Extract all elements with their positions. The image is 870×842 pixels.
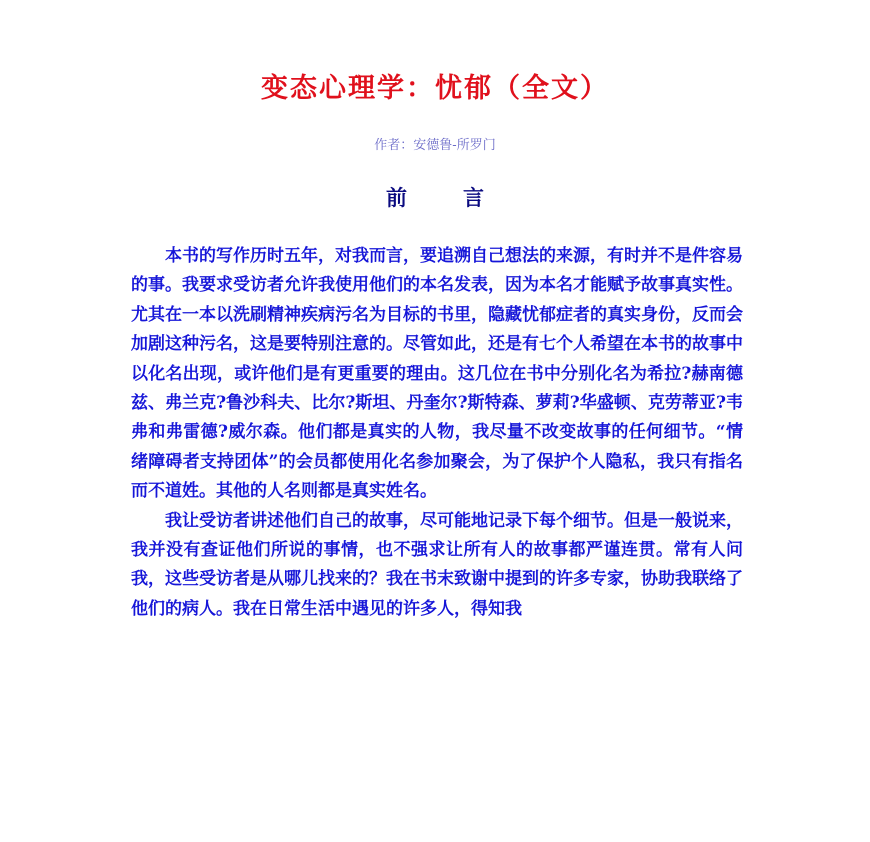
document-title: 变态心理学：忧郁（全文） bbox=[261, 73, 609, 104]
paragraph-1: 本书的写作历时五年，对我而言，要追溯自己想法的来源，有时并不是件容易的事。我要求受访者允许我使用他们的本名发表，因为本名才能赋予故事真实性。尤其在一本以洗刷精神疾病污名为目标的书里，隐藏忧郁症者的真实身份，反而会加剧这种污名，这是要特别注意的。尽管如此，还是有七个人希望在本书的故事中以化名出现，或许他们是有更重要的理由。这几位在书中分别化名为希拉?赫南德兹、弗兰克?鲁沙科夫、比尔?斯坦、丹奎尔?斯特森、萝莉?华盛顿、克劳蒂亚?韦弗和弗雷德?威尔森。他们都是真实的人物，我尽量不改变故事的任何细节。“情绪障碍者支持团体”的会员都使用化名参加聚会，为了保护个人隐私，我只有指名而不道姓。其他的人名则都是真实姓名。 bbox=[131, 246, 743, 502]
preface-body bbox=[131, 242, 743, 624]
section-heading-char-2: 言 bbox=[463, 185, 484, 210]
section-heading-char-1: 前 bbox=[386, 185, 407, 210]
paragraph-2: 我让受访者讲述他们自己的故事，尽可能地记录下每个细节。但是一般说来，我并没有查证他们所说的事情，也不强求让所有人的故事都严谨连贯。常有人问我，这些受访者是从哪儿找来的？我在书末致谢中提到的许多专家，协助我联络了他们的病人。我在日常生活中遇见的许多人，得知我 bbox=[131, 510, 743, 619]
section-heading-preface bbox=[0, 182, 870, 212]
author-line: 作者：安德鲁-所罗门 bbox=[374, 138, 496, 153]
